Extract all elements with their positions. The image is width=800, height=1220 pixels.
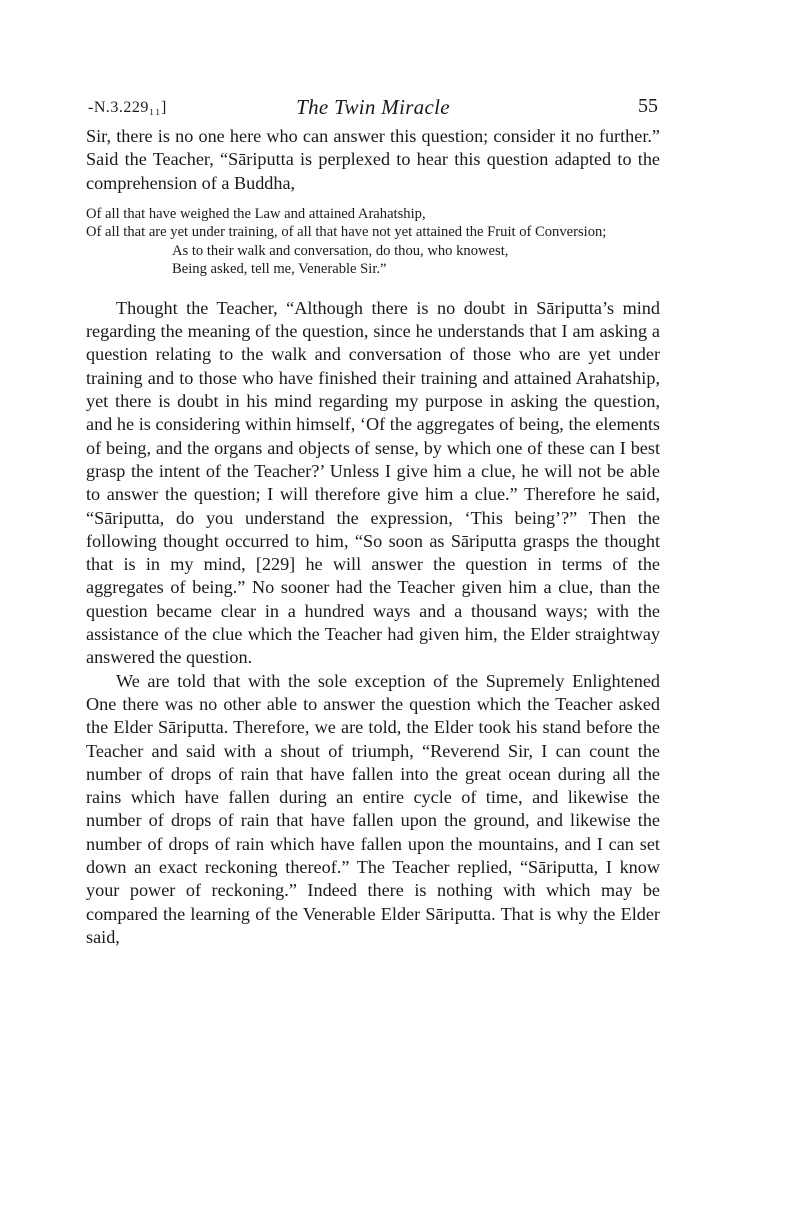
verse-line-2: Of all that are yet under training, of all that have not yet attained the Fruit of Conversion; bbox=[86, 224, 607, 241]
running-header bbox=[86, 95, 660, 125]
verse-line-1: Of all that have weighed the Law and attained Arahatship, bbox=[86, 205, 426, 222]
verse-line-3: As to their walk and conversation, do thou, who knowest, bbox=[172, 242, 509, 259]
section-reference: -N.3.229₁₁] bbox=[88, 99, 167, 116]
page-number: 55 bbox=[638, 95, 658, 117]
verse-block bbox=[86, 205, 660, 279]
verse-line-4: Being asked, tell me, Venerable Sir.” bbox=[172, 261, 387, 278]
book-page bbox=[86, 95, 660, 949]
paragraph-thought: Thought the Teacher, “Although there is no doubt in Sāriputta’s mind regarding the meaning of the question, since he understands that I am asking a question relating to the walk and conversation of those who are yet under training and to those who have finished their training and attained Arahatship, yet there is doubt in his mind regarding my purpose in asking the question, and he is considering within himself, ‘Of the aggregates of being, the elements of being, and the organs and objects of sense, by which one of these can I best grasp the intent of the Teacher?’ Unless I give him a clue, he will not be able to answer the question; I will therefore give him a clue.” Therefore he said, “Sāriputta, do you understand the expression, ‘This being’?” Then the following thought occurred to him, “So soon as Sāriputta grasps the thought that is in my mind, [229] he will answer the question in terms of the aggregates of being.” No sooner had the Teacher given him a clue, than the question became clear in a hundred ways and a thousand ways; with the assistance of the clue which the Teacher had given him, the Elder straightway answered the question. bbox=[86, 297, 660, 668]
running-title: The Twin Miracle bbox=[296, 95, 450, 119]
paragraph-continued: Sir, there is no one here who can answer this question; consider it no further.” Said the Teacher, “Sāriputta is perplexed to hear this question adapted to the comprehension of a Buddha, bbox=[86, 126, 660, 193]
paragraph-triumph: We are told that with the sole exception of the Supremely Enlightened One there was no other able to answer the question which the Teacher asked the Elder Sāriputta. Therefore, we are told, the Elder took his stand before the Teacher and said with a shout of triumph, “Reverend Sir, I can count the number of drops of rain that have fallen into the great ocean during all the rains which have fallen during an entire cycle of time, and likewise the number of drops of rain that have fallen upon the ground, and likewise the number of drops of rain which have fallen upon the mountains, and I can set down an exact reckoning thereof.” The Teacher replied, “Sāriputta, I know your power of reckoning.” Indeed there is nothing with which may be compared the learning of the Venerable Elder Sāriputta. That is why the Elder said, bbox=[86, 670, 660, 947]
